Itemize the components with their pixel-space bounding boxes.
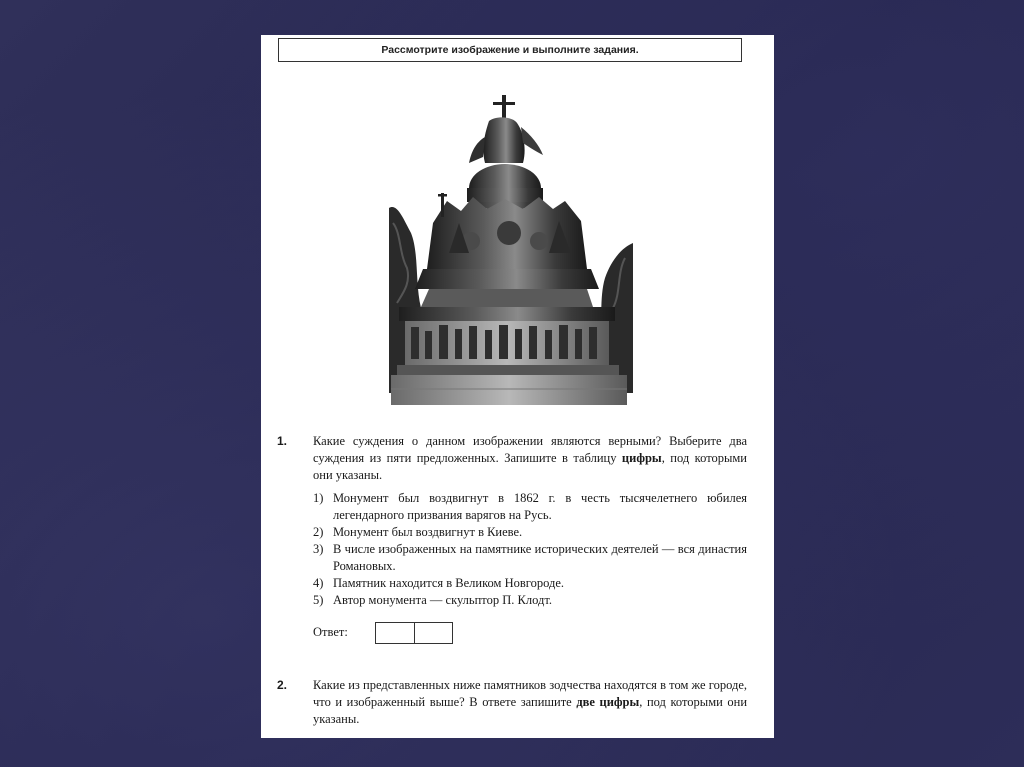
answer-label: Ответ: [313, 625, 348, 639]
document-page [261, 35, 774, 738]
option-item: 4) Памятник находится в Великом Новгороде. [313, 576, 565, 590]
question-number: 2. [277, 678, 288, 692]
option-item: 1) Монумент был воздвигнут в 1862 г. в честь тысячелетнего юбилея легендарного призвания варягов на Русь. [313, 491, 747, 522]
monument-photo-icon [389, 93, 633, 407]
options-list [313, 490, 747, 609]
answer-cell-1[interactable] [376, 623, 414, 643]
question-text: Какие суждения о данном изображении являются верными? Выберите два суждения из пяти предложенных. Запишите в таблицу цифры, под которыми они указаны. [313, 434, 747, 482]
question-2 [277, 677, 747, 728]
option-item: 5) Автор монумента — скульптор П. Клодт. [313, 593, 552, 607]
answer-cell-2[interactable] [414, 623, 452, 643]
option-item: 3) В числе изображенных на памятнике исторических деятелей — вся династия Романовых. [313, 542, 747, 573]
question-number: 1. [277, 434, 288, 448]
answer-row [313, 622, 747, 644]
question-1 [277, 433, 747, 644]
question-text: Какие из представленных ниже памятников зодчества находятся в том же городе, что и изображенный выше? В ответе запишите две цифры, под которыми они указаны. [313, 678, 748, 726]
option-item: 2) Монумент был воздвигнут в Киеве. [313, 525, 523, 539]
answer-table [375, 622, 453, 644]
instruction-header: Рассмотрите изображение и выполните задания. [278, 38, 742, 62]
